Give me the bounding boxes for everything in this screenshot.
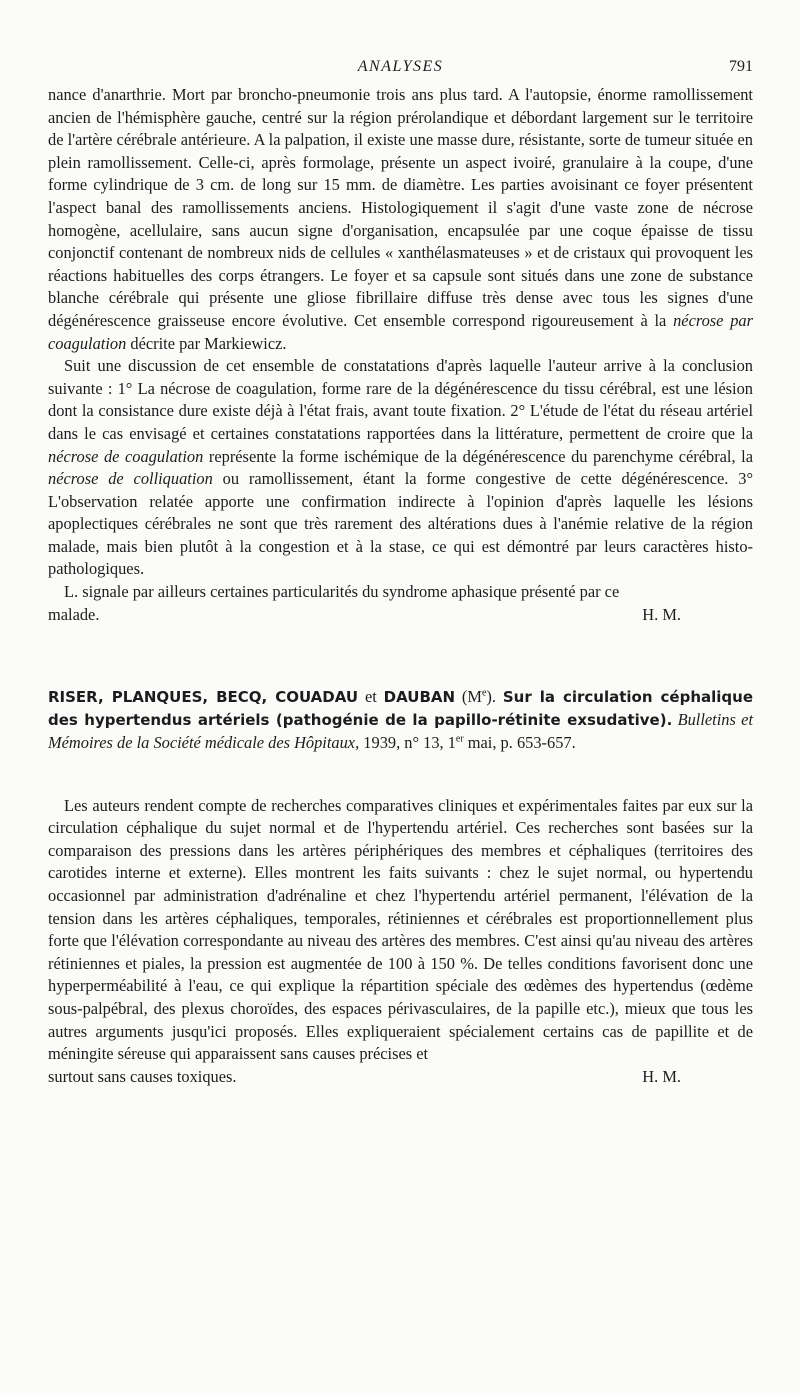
- paragraph-summary: Les auteurs rendent compte de recherches comparatives cliniques et expérimentales faites par eux sur la circulation céphalique du sujet normal et de l'hypertendu artériel. Ces recherches sont basées sur la comparaison des pressions dans les artères périphériques des membres et céphaliques (territoires des carotides interne et externe). Elles montrent les faits suivants : chez le sujet normal, ou hypertendu occasionnel par administration d'adrénaline et chez l'hypertendu artériel permanent, l'élévation de la tension dans les artères céphaliques, temporales, rétiniennes et cérébrales est proportionnellement plus forte que l'élévation correspondante au niveau des artères des membres. C'est ainsi qu'au niveau des artères rétiniennes et piales, la pression est augmentée de 100 à 150 %. De telles conditions favorisent donc une hyperperméabilité à l'eau, ce qui explique la répartition spéciale des œdèmes des hypertendus (œdème sous-palpébral, des plexus choroïdes, des espaces périvasculaires, de la papille etc.), mieux que tous les autres arguments jusqu'ici proposés. Elles expliqueraient spécialement certains cas de papillite et de méningite séreuse qui apparaissent sans causes précises et: [48, 795, 753, 1064]
- paragraph-end: malade.: [48, 604, 100, 624]
- emphasis: nécrose de coagulation: [48, 446, 204, 466]
- bibliographic-reference: [48, 686, 753, 754]
- paragraph-aphasia: L. signale par ailleurs certaines particularités du syndrome aphasique présenté par ce: [64, 582, 620, 602]
- paragraph-discussion: [48, 355, 753, 581]
- page-number: 791: [729, 58, 753, 75]
- text-run: décrite par Markiewicz.: [126, 333, 287, 353]
- article-analysis-2: [48, 686, 753, 1088]
- running-title: ANALYSES: [357, 58, 444, 75]
- text-run: nance d'anarthrie. Mort par broncho-pneumonie trois ans plus tard. A l'autopsie, énorme ramollissement ancien de l'hémisphère gauche, centré sur la région prérolandique et débordant largement sur le territoire de l'artère cérébrale antérieure. A la palpation, il existe une masse dure, résistante, sorte de tumeur située en plein ramollissement. Celle-ci, après formolage, présente un aspect ivoiré, granulaire à la coupe, d'une forme cylindrique de 3 cm. de long sur 15 mm. de diamètre. Les parties avoisinant ce foyer présentent l'aspect banal des ramollissements anciens. Histologiquement il s'agit d'une vaste zone de nécrose homogène, acellulaire, sans aucun signe d'organisation, encapsulée par une coque épaisse de tissu conjonctif contenant de nombreux nids de cellules « xanthélasmateuses » et de cristaux qui provoquent les réactions habituelles des corps étrangers. Le foyer et sa capsule sont situés dans une zone de substance blanche cérébrale qui présente une gliose fibrillaire diffuse très dense avec tous les signes d'une dégénérescence graisseuse encore évolutive. Cet ensemble correspond rigoureusement à la: [48, 85, 753, 330]
- citation-text: mai, p. 653-657.: [463, 732, 576, 752]
- emphasis: nécrose par coagulation: [48, 310, 753, 353]
- citation-details: [363, 733, 575, 752]
- summary: [48, 795, 753, 1089]
- author-title-text: (M: [461, 687, 482, 707]
- page: [48, 58, 753, 1088]
- author-title-end: ).: [486, 687, 496, 707]
- article-analysis-1: [48, 84, 753, 626]
- author-signature: H. M.: [642, 604, 681, 624]
- text-run: ou ramollissement, étant la forme congestive de cette dégénérescence. 3° L'observation relatée apporte une confirmation indirecte à l'opinion d'après laquelle les lésions apoplectiques cérébrales ne sont que très rarement des altérations dues à l'anémie relative de la région malade, mais bien plutôt à la congestion et à la stase, ce qui est démontré par leurs caractères histo-pathologiques.: [48, 469, 753, 579]
- journal-name: Bulletins et Mémoires de la Société médicale des Hôpitaux,: [48, 710, 753, 752]
- text-run: représente la forme ischémique de la dégénérescence du parenchyme cérébral, la: [203, 446, 753, 466]
- author-last: DAUBAN: [383, 688, 456, 707]
- citation-text: 1939, n° 13, 1: [363, 732, 456, 752]
- signature-line: [48, 1066, 753, 1089]
- conjunction: et: [364, 687, 377, 707]
- authors: RISER, PLANQUES, BECQ, COUADAU: [48, 688, 359, 707]
- signature-line: [48, 604, 753, 627]
- paragraph-autopsy: [48, 84, 753, 355]
- text-run: Suit une discussion de cet ensemble de constatations d'après laquelle l'auteur arrive à la conclusion suivante : 1° La nécrose de coagulation, forme rare de la dégénérescence du tissu cérébral, est une lésion dont la consistance dure existe déjà à l'état frais, avant toute fixation. 2° L'étude de l'état du réseau artériel dans le cas envisagé et certaines constatations rapportées dans la littérature, permettent de croire que la: [48, 356, 753, 443]
- citation-sup: er: [455, 733, 464, 745]
- paragraph-end: surtout sans causes toxiques.: [48, 1066, 237, 1086]
- author-title-sup: e: [481, 687, 487, 699]
- emphasis: nécrose de colliquation: [48, 469, 213, 489]
- author-title: [462, 687, 496, 706]
- article-title: Sur la circulation céphalique des hypertendus artériels (pathogénie de la papillo-rétinite exsudative).: [48, 688, 753, 730]
- author-signature: H. M.: [642, 1066, 681, 1086]
- running-header: [48, 58, 753, 84]
